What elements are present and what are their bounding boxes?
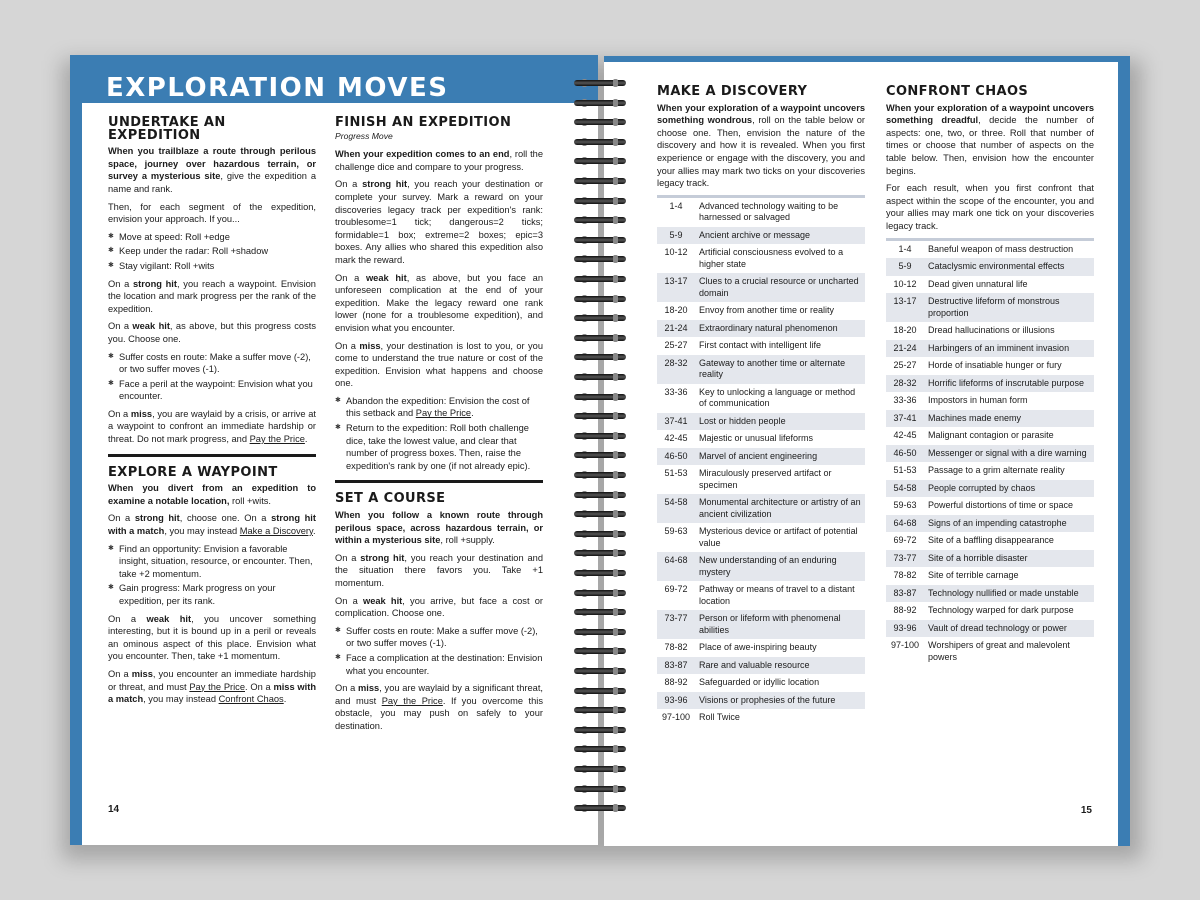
roll-range: 73-77	[657, 610, 695, 639]
table-row	[657, 196, 865, 227]
table-row	[886, 375, 1094, 393]
table-result: Site of a baffling disappearance	[924, 532, 1094, 550]
waypoint-weak-hit: On a weak hit, you uncover something interesting, but it is bound up in a peril or reveals an ominous aspect of this place. Envision what you encounter. Then, take +1 momentum.	[108, 613, 316, 662]
spiral-coil	[570, 744, 630, 754]
roll-range: 13-17	[886, 293, 924, 322]
finish-trigger: When your expedition comes to an end, roll the challenge dice and compare to your progress.	[335, 149, 543, 172]
roll-range: 97-100	[886, 637, 924, 666]
roll-range: 83-87	[657, 657, 695, 675]
roll-range: 88-92	[886, 602, 924, 620]
set-a-course-title: SET A COURSE	[335, 491, 446, 507]
discovery-trigger: When your exploration of a waypoint uncovers something wondrous, roll on the table below or choose one. Then, envision the nature of the discovery and how it is revealed. When you first experience or engage with the discovery, you and your allies may mark two ticks on your discoveries legacy track.	[657, 102, 865, 189]
right-column-1	[657, 86, 865, 727]
left-edge-band	[70, 55, 82, 845]
list-item: ✱ Suffer costs en route: Make a suffer move (-2), or two suffer moves (-1).	[335, 625, 543, 650]
table-row	[886, 322, 1094, 340]
left-column-1	[108, 117, 316, 711]
undertake-expedition-title: UNDERTAKE AN EXPEDITION	[108, 115, 226, 143]
undertake-approach-list	[108, 231, 316, 273]
roll-range: 21-24	[886, 340, 924, 358]
confront-chaos-title: CONFRONT CHAOS	[886, 84, 1029, 99]
spiral-coil	[570, 646, 630, 656]
roll-range: 46-50	[657, 448, 695, 466]
roll-range: 37-41	[657, 413, 695, 431]
table-row	[886, 258, 1094, 276]
top-band	[604, 56, 1130, 62]
spiral-coil	[570, 333, 630, 343]
list-item: ✱ Stay vigilant: Roll +wits	[108, 260, 316, 273]
roll-range: 33-36	[886, 392, 924, 410]
table-result: People corrupted by chaos	[924, 480, 1094, 498]
roll-range: 64-68	[657, 552, 695, 581]
waypoint-miss: On a miss, you encounter an immediate hardship or threat, and must Pay the Price. On a miss with a match, you may instead Confront Chaos.	[108, 668, 316, 705]
table-result: Machines made enemy	[924, 410, 1094, 428]
table-row	[657, 413, 865, 431]
roll-range: 42-45	[657, 430, 695, 448]
list-item: ✱ Find an opportunity: Envision a favorable insight, situation, resource, or encounter. Then, take +2 momentum.	[108, 543, 316, 581]
course-weak-options	[335, 625, 543, 677]
table-row	[657, 552, 865, 581]
roll-range: 28-32	[886, 375, 924, 393]
roll-range: 73-77	[886, 550, 924, 568]
spiral-coil	[570, 431, 630, 441]
table-result: Ancient archive or message	[695, 227, 865, 245]
table-row	[657, 674, 865, 692]
table-result: Malignant contagion or parasite	[924, 427, 1094, 445]
roll-range: 69-72	[657, 581, 695, 610]
spiral-coil	[570, 137, 630, 147]
table-result: Baneful weapon of mass destruction	[924, 239, 1094, 258]
table-row	[886, 445, 1094, 463]
roll-range: 5-9	[886, 258, 924, 276]
spiral-coil	[570, 784, 630, 794]
waypoint-options	[108, 543, 316, 608]
spiral-coil	[570, 803, 630, 813]
spiral-coil	[570, 117, 630, 127]
page-number-left: 14	[108, 804, 120, 815]
left-column-2	[335, 117, 543, 738]
spiral-coil	[570, 764, 630, 774]
course-trigger: When you follow a known route through perilous space, across hazardous terrain, or within a mysterious site, roll +supply.	[335, 510, 543, 546]
make-a-discovery-link[interactable]: Make a Discovery	[239, 526, 313, 537]
right-page	[604, 56, 1130, 846]
course-miss: On a miss, you are waylaid by a significant threat, and must Pay the Price. If you overcome this obstacle, you may push on safely to your destination.	[335, 683, 543, 731]
table-row	[886, 602, 1094, 620]
table-row	[886, 239, 1094, 258]
roll-range: 25-27	[886, 357, 924, 375]
table-result: Destructive lifeform of monstrous proportion	[924, 293, 1094, 322]
finish-miss: On a miss, your destination is lost to you, or you come to understand the true nature or cost of the expedition. Envision what happens and choose one.	[335, 340, 543, 389]
spiral-coil	[570, 156, 630, 166]
spiral-coil	[570, 254, 630, 264]
spiral-coil	[570, 588, 630, 598]
table-row	[657, 523, 865, 552]
spiral-coil	[570, 548, 630, 558]
undertake-miss: On a miss, you are waylaid by a crisis, or arrive at a waypoint to confront an immediate hardship or threat. Do not mark progress, and Pay the Price.	[108, 408, 316, 445]
chaos-legacy-note: For each result, when you first confront that aspect within the scope of the encounter, you and your allies may mark one tick on your discoveries legacy track.	[886, 183, 1094, 231]
list-item: ✱ Move at speed: Roll +edge	[108, 231, 316, 244]
right-edge-band	[1118, 56, 1130, 846]
roll-range: 13-17	[657, 273, 695, 302]
table-result: Worshipers of great and malevolent powers	[924, 637, 1094, 666]
table-row	[657, 581, 865, 610]
table-result: Rare and valuable resource	[695, 657, 865, 675]
spiral-binding	[570, 70, 630, 830]
table-result: Lost or hidden people	[695, 413, 865, 431]
table-result: Roll Twice	[695, 709, 865, 727]
roll-range: 1-4	[657, 196, 695, 227]
course-strong-hit: On a strong hit, you reach your destination and the situation there favors you. Take +1 momentum.	[335, 552, 543, 588]
list-item: ✱ Return to the expedition: Roll both challenge dice, take the lowest value, and clear that number of progress boxes. Then, raise the expedition's rank by one (if not already epic).	[335, 422, 543, 472]
roll-range: 42-45	[886, 427, 924, 445]
table-result: Vault of dread technology or power	[924, 620, 1094, 638]
pay-the-price-link[interactable]: Pay the Price	[415, 408, 472, 419]
table-row	[886, 357, 1094, 375]
spiral-coil	[570, 294, 630, 304]
table-row	[657, 639, 865, 657]
pay-the-price-link[interactable]: Pay the Price	[189, 681, 245, 692]
list-item: ✱ Keep under the radar: Roll +shadow	[108, 245, 316, 258]
spiral-coil	[570, 313, 630, 323]
roll-range: 97-100	[657, 709, 695, 727]
table-row	[657, 355, 865, 384]
roll-range: 93-96	[657, 692, 695, 710]
table-result: Clues to a crucial resource or uncharted domain	[695, 273, 865, 302]
spiral-coil	[570, 509, 630, 519]
table-row	[657, 384, 865, 413]
roll-range: 54-58	[657, 494, 695, 523]
discovery-table	[657, 195, 865, 727]
table-row	[886, 567, 1094, 585]
spiral-coil	[570, 470, 630, 480]
table-row	[657, 465, 865, 494]
roll-range: 5-9	[657, 227, 695, 245]
table-row	[657, 494, 865, 523]
roll-range: 78-82	[657, 639, 695, 657]
course-weak-hit: On a weak hit, you arrive, but face a cost or complication. Choose one.	[335, 595, 543, 619]
table-result: Artificial consciousness evolved to a higher state	[695, 244, 865, 273]
roll-range: 18-20	[886, 322, 924, 340]
spiral-coil	[570, 196, 630, 206]
table-row	[886, 532, 1094, 550]
table-row	[886, 585, 1094, 603]
roll-range: 33-36	[657, 384, 695, 413]
make-a-discovery-title: MAKE A DISCOVERY	[657, 84, 808, 99]
table-row	[657, 227, 865, 245]
table-row	[657, 273, 865, 302]
pay-the-price-link[interactable]: Pay the Price	[381, 695, 443, 706]
roll-range: 10-12	[886, 276, 924, 294]
table-result: Signs of an impending catastrophe	[924, 515, 1094, 533]
table-row	[886, 550, 1094, 568]
table-result: First contact with intelligent life	[695, 337, 865, 355]
table-row	[657, 692, 865, 710]
roll-range: 1-4	[886, 239, 924, 258]
roll-range: 88-92	[657, 674, 695, 692]
table-row	[657, 448, 865, 466]
undertake-weak-hit: On a weak hit, as above, but this progress costs you. Choose one.	[108, 321, 316, 344]
table-row	[657, 430, 865, 448]
spiral-coil	[570, 568, 630, 578]
table-row	[886, 462, 1094, 480]
list-item: ✱ Abandon the expedition: Envision the cost of this setback and Pay the Price.	[335, 395, 543, 420]
spiral-coil	[570, 607, 630, 617]
table-result: Horde of insatiable hunger or fury	[924, 357, 1094, 375]
roll-range: 64-68	[886, 515, 924, 533]
table-row	[886, 392, 1094, 410]
table-result: Horrific lifeforms of inscrutable purpose	[924, 375, 1094, 393]
table-result: Majestic or unusual lifeforms	[695, 430, 865, 448]
roll-range: 37-41	[886, 410, 924, 428]
left-page	[70, 55, 598, 845]
list-item: ✱ Face a peril at the waypoint: Envision what you encounter.	[108, 378, 316, 403]
chaos-table	[886, 238, 1094, 667]
table-result: Visions or prophesies of the future	[695, 692, 865, 710]
table-result: Messenger or signal with a dire warning	[924, 445, 1094, 463]
finish-strong-hit: On a strong hit, you reach your destination or complete your survey. Mark a reward on your discoveries legacy track per expedition's rank: troublesome=1 tick; dangerous=2 ticks; formidable=1 box; extreme=2 boxes; epic=3 boxes. Any allies who shared this expedition also mark the reward.	[335, 179, 543, 265]
table-result: Harbingers of an imminent invasion	[924, 340, 1094, 358]
table-row	[886, 497, 1094, 515]
table-row	[886, 293, 1094, 322]
table-row	[657, 320, 865, 338]
table-result: Miraculously preserved artifact or specimen	[695, 465, 865, 494]
list-item: ✱ Suffer costs en route: Make a suffer move (-2), or two suffer moves (-1).	[108, 351, 316, 376]
finish-expedition-title: FINISH AN EXPEDITION	[335, 115, 512, 130]
table-result: Site of a horrible disaster	[924, 550, 1094, 568]
explore-waypoint-title: EXPLORE A WAYPOINT	[108, 464, 278, 480]
table-result: Pathway or means of travel to a distant location	[695, 581, 865, 610]
table-row	[886, 427, 1094, 445]
table-result: Extraordinary natural phenomenon	[695, 320, 865, 338]
table-result: Site of terrible carnage	[924, 567, 1094, 585]
roll-range: 10-12	[657, 244, 695, 273]
confront-chaos-link[interactable]: Confront Chaos	[218, 694, 284, 705]
table-row	[657, 610, 865, 639]
list-item: ✱ Face a complication at the destination: Envision what you encounter.	[335, 652, 543, 677]
spiral-coil	[570, 372, 630, 382]
undertake-weak-list	[108, 351, 316, 403]
spiral-coil	[570, 725, 630, 735]
spiral-coil	[570, 686, 630, 696]
page-number-right: 15	[1080, 805, 1092, 816]
roll-range: 51-53	[886, 462, 924, 480]
spiral-coil	[570, 78, 630, 88]
table-result: Powerful distortions of time or space	[924, 497, 1094, 515]
table-row	[886, 620, 1094, 638]
table-result: Advanced technology waiting to be harnessed or salvaged	[695, 196, 865, 227]
table-result: Place of awe-inspiring beauty	[695, 639, 865, 657]
spiral-coil	[570, 274, 630, 284]
spiral-coil	[570, 392, 630, 402]
roll-range: 21-24	[657, 320, 695, 338]
table-result: Technology warped for dark purpose	[924, 602, 1094, 620]
table-row	[886, 340, 1094, 358]
spiral-coil	[570, 490, 630, 500]
roll-range: 59-63	[657, 523, 695, 552]
progress-move-subtitle: Progress Move	[335, 130, 393, 141]
table-result: Dead given unnatural life	[924, 276, 1094, 294]
finish-weak-hit: On a weak hit, as above, but you face an unforeseen complication at the end of your expedition. Make the legacy reward one rank lower (none for a troublesome expedition), and envision what you encounter.	[335, 272, 544, 333]
roll-range: 59-63	[886, 497, 924, 515]
table-row	[886, 276, 1094, 294]
roll-range: 28-32	[657, 355, 695, 384]
roll-range: 25-27	[657, 337, 695, 355]
list-item: ✱ Gain progress: Mark progress on your expedition, per its rank.	[108, 582, 316, 607]
table-row	[886, 480, 1094, 498]
table-row	[657, 709, 865, 727]
table-result: Technology nullified or made unstable	[924, 585, 1094, 603]
waypoint-trigger: When you divert from an expedition to examine a notable location, roll +wits.	[108, 483, 316, 506]
spiral-coil	[570, 627, 630, 637]
table-result: Mysterious device or artifact of potential value	[695, 523, 865, 552]
roll-range: 93-96	[886, 620, 924, 638]
roll-range: 54-58	[886, 480, 924, 498]
chapter-title: EXPLORATION MOVES	[106, 73, 454, 103]
table-result: Marvel of ancient engineering	[695, 448, 865, 466]
spiral-coil	[570, 98, 630, 108]
table-result: Passage to a grim alternate reality	[924, 462, 1094, 480]
spiral-coil	[570, 411, 630, 421]
spiral-coil	[570, 529, 630, 539]
spiral-coil	[570, 705, 630, 715]
table-result: Envoy from another time or reality	[695, 302, 865, 320]
roll-range: 78-82	[886, 567, 924, 585]
spiral-coil	[570, 450, 630, 460]
section-divider	[108, 454, 316, 457]
chaos-trigger: When your exploration of a waypoint uncovers something dreadful, decide the number of aspects: one, two, or three. Roll that number of times or choose that number of aspects on the table below. Then, envision how the encounter begins.	[886, 102, 1094, 176]
roll-range: 18-20	[657, 302, 695, 320]
section-divider	[335, 480, 543, 483]
pay-the-price-link[interactable]: Pay the Price	[249, 434, 305, 445]
spiral-coil	[570, 352, 630, 362]
undertake-trigger: When you trailblaze a route through perilous space, journey over hazardous terrain, or survey a mysterious site, give the expedition a name and rank.	[108, 146, 316, 194]
table-result: Gateway to another time or alternate reality	[695, 355, 865, 384]
table-result: Dread hallucinations or illusions	[924, 322, 1094, 340]
table-result: Monumental architecture or artistry of an ancient civilization	[695, 494, 865, 523]
spiral-coil	[570, 235, 630, 245]
table-row	[657, 302, 865, 320]
roll-range: 83-87	[886, 585, 924, 603]
spiral-coil	[570, 666, 630, 676]
table-row	[657, 337, 865, 355]
spiral-coil	[570, 215, 630, 225]
roll-range: 51-53	[657, 465, 695, 494]
spiral-coil	[570, 176, 630, 186]
table-row	[657, 244, 865, 273]
table-row	[886, 410, 1094, 428]
table-row	[657, 657, 865, 675]
table-result: Person or lifeform with phenomenal abilities	[695, 610, 865, 639]
undertake-strong-hit: On a strong hit, you reach a waypoint. Envision the location and mark progress per the rank of the expedition.	[108, 278, 316, 314]
table-result: Cataclysmic environmental effects	[924, 258, 1094, 276]
table-result: Safeguarded or idyllic location	[695, 674, 865, 692]
roll-range: 69-72	[886, 532, 924, 550]
waypoint-strong-hit: On a strong hit, choose one. On a strong hit with a match, you may instead Make a Discovery.	[108, 513, 316, 537]
table-row	[886, 637, 1094, 666]
undertake-approach: Then, for each segment of the expedition, envision your approach. If you...	[108, 201, 316, 225]
roll-range: 46-50	[886, 445, 924, 463]
right-column-2	[886, 86, 1094, 666]
table-result: Impostors in human form	[924, 392, 1094, 410]
table-row	[886, 515, 1094, 533]
table-result: New understanding of an enduring mystery	[695, 552, 865, 581]
table-result: Key to unlocking a language or method of communication	[695, 384, 865, 413]
finish-miss-options	[335, 395, 543, 473]
